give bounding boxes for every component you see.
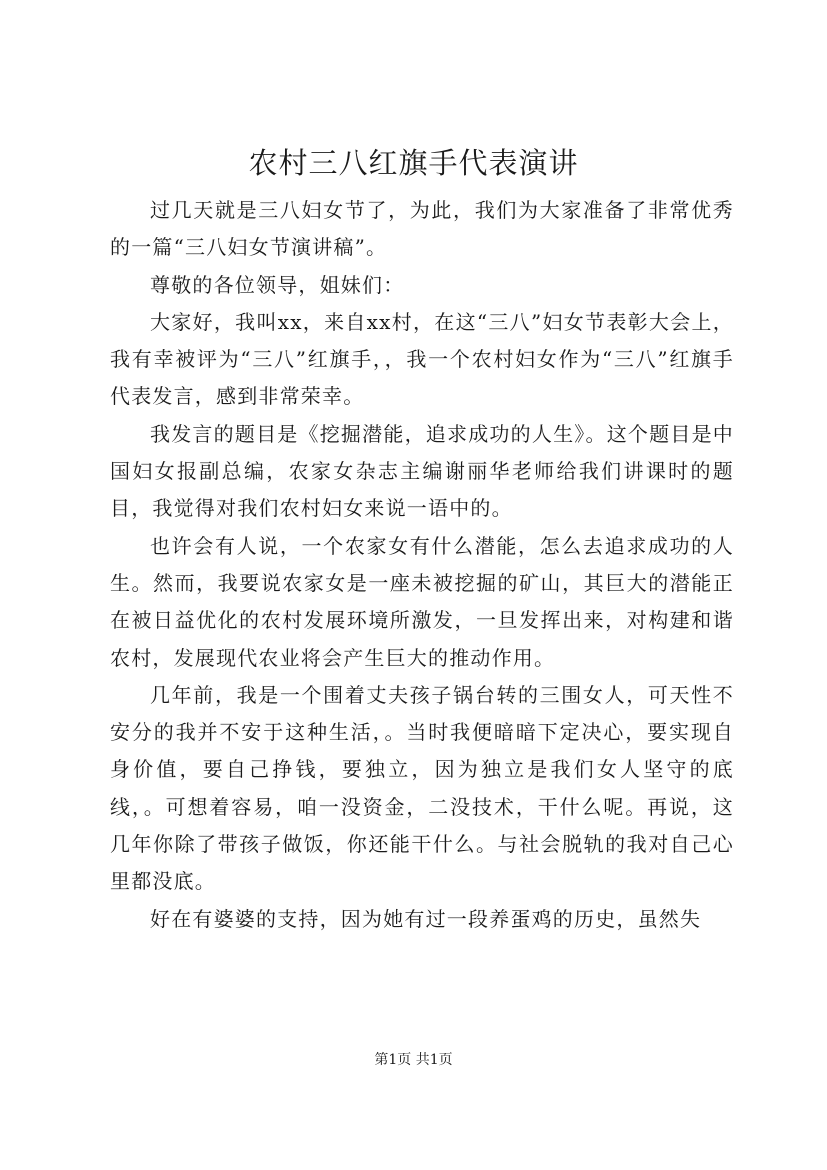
paragraph-years-ago: 几年前，我是一个围着丈夫孩子锅台转的三围女人，可天性不安分的我并不安于这种生活，。当时我便暗暗下定决心，要实现自身价值，要自己挣钱，要独立，因为独立是我们女人坚守的底线，。可想着容易，咱一没资金，二没技术，干什么呢。再说，这几年你除了带孩子做饭，你还能干什么。与社会脱轨的我对自己心里都没底。: [110, 682, 734, 894]
paragraph-greeting: 大家好，我叫xx，来自xx村，在这“三八”妇女节表彰大会上，我有幸被评为“三八”红旗手，，我一个农村妇女作为“三八”红旗手代表发言，感到非常荣幸。: [110, 309, 734, 409]
document-title: 农村三八红旗手代表演讲: [248, 146, 579, 180]
paragraph-intro: 过几天就是三八妇女节了，为此，我们为大家准备了非常优秀的一篇“三八妇女节演讲稿”。: [110, 198, 734, 260]
page-footer: 第1页 共1页: [374, 1052, 453, 1068]
paragraph-salutation: 尊敬的各位领导，姐妹们：: [150, 272, 405, 297]
paragraph-mother-in-law: 好在有婆婆的支持，因为她有过一段养蛋鸡的历史，虽然失: [150, 906, 702, 931]
paragraph-topic: 我发言的题目是《挖掘潜能，追求成功的人生》。这个题目是中国妇女报副总编，农家女杂志主编谢丽华老师给我们讲课时的题目，我觉得对我们农村妇女来说一语中的。: [110, 421, 734, 521]
document-body: [110, 192, 734, 938]
paragraph-potential: 也许会有人说，一个农家女有什么潜能，怎么去追求成功的人生。然而，我要说农家女是一座未被挖掘的矿山，其巨大的潜能正在被日益优化的农村发展环境所激发，一旦发挥出来，对构建和谐农村，发展现代农业将会产生巨大的推动作用。: [110, 533, 734, 670]
